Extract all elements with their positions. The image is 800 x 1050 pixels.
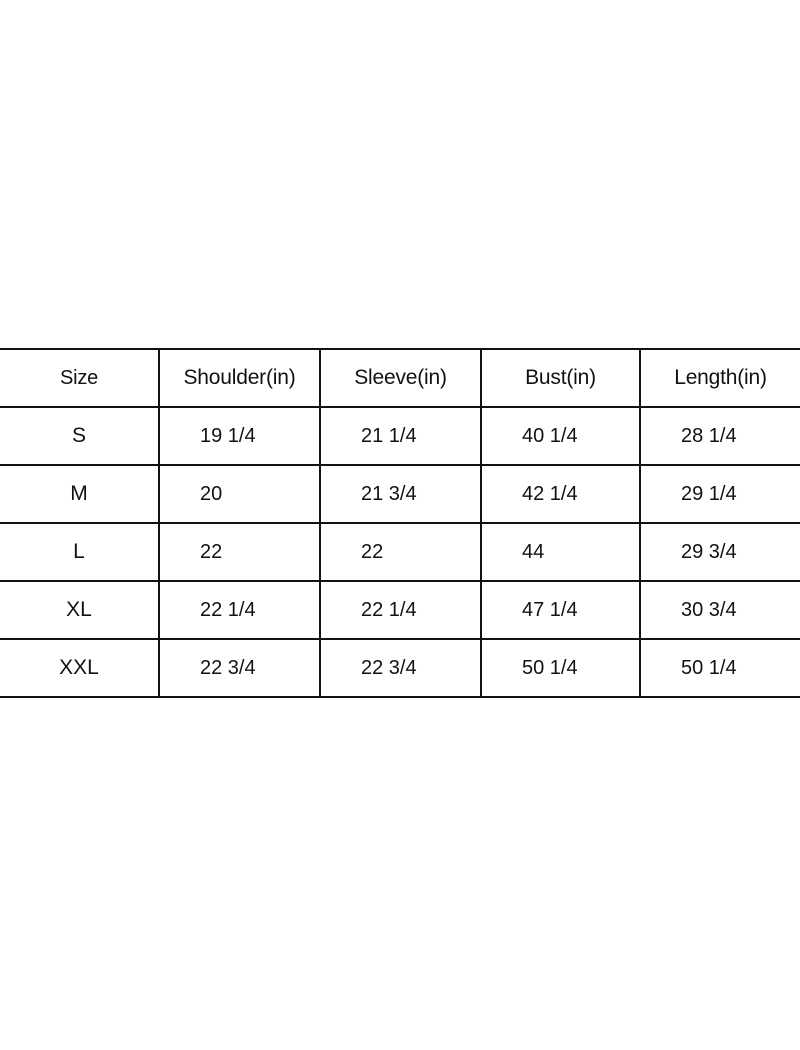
- table-row: [0, 639, 800, 697]
- column-header-length: Length(in): [640, 349, 800, 407]
- cell-bust: 42 1/4: [481, 465, 640, 523]
- table-row: [0, 465, 800, 523]
- cell-shoulder: 19 1/4: [159, 407, 320, 465]
- size-chart-container: [0, 348, 800, 698]
- cell-shoulder: 22 3/4: [159, 639, 320, 697]
- cell-size: XL: [0, 581, 159, 639]
- cell-size: XXL: [0, 639, 159, 697]
- cell-sleeve: 22 3/4: [320, 639, 481, 697]
- cell-sleeve: 21 3/4: [320, 465, 481, 523]
- cell-shoulder: 22 1/4: [159, 581, 320, 639]
- cell-bust: 40 1/4: [481, 407, 640, 465]
- table-row: [0, 581, 800, 639]
- table-body: [0, 407, 800, 697]
- cell-sleeve: 21 1/4: [320, 407, 481, 465]
- size-chart-table: [0, 348, 800, 698]
- cell-length: 29 1/4: [640, 465, 800, 523]
- cell-length: 29 3/4: [640, 523, 800, 581]
- cell-bust: 44: [481, 523, 640, 581]
- column-header-shoulder: Shoulder(in): [159, 349, 320, 407]
- cell-length: 30 3/4: [640, 581, 800, 639]
- cell-length: 50 1/4: [640, 639, 800, 697]
- cell-size: L: [0, 523, 159, 581]
- table-row: [0, 523, 800, 581]
- cell-bust: 50 1/4: [481, 639, 640, 697]
- cell-size: M: [0, 465, 159, 523]
- column-header-size: Size: [0, 349, 159, 407]
- column-header-bust: Bust(in): [481, 349, 640, 407]
- cell-length: 28 1/4: [640, 407, 800, 465]
- table-header-row: [0, 349, 800, 407]
- cell-bust: 47 1/4: [481, 581, 640, 639]
- column-header-sleeve: Sleeve(in): [320, 349, 481, 407]
- table-row: [0, 407, 800, 465]
- cell-sleeve: 22 1/4: [320, 581, 481, 639]
- table-header: [0, 349, 800, 407]
- cell-sleeve: 22: [320, 523, 481, 581]
- cell-shoulder: 22: [159, 523, 320, 581]
- cell-size: S: [0, 407, 159, 465]
- cell-shoulder: 20: [159, 465, 320, 523]
